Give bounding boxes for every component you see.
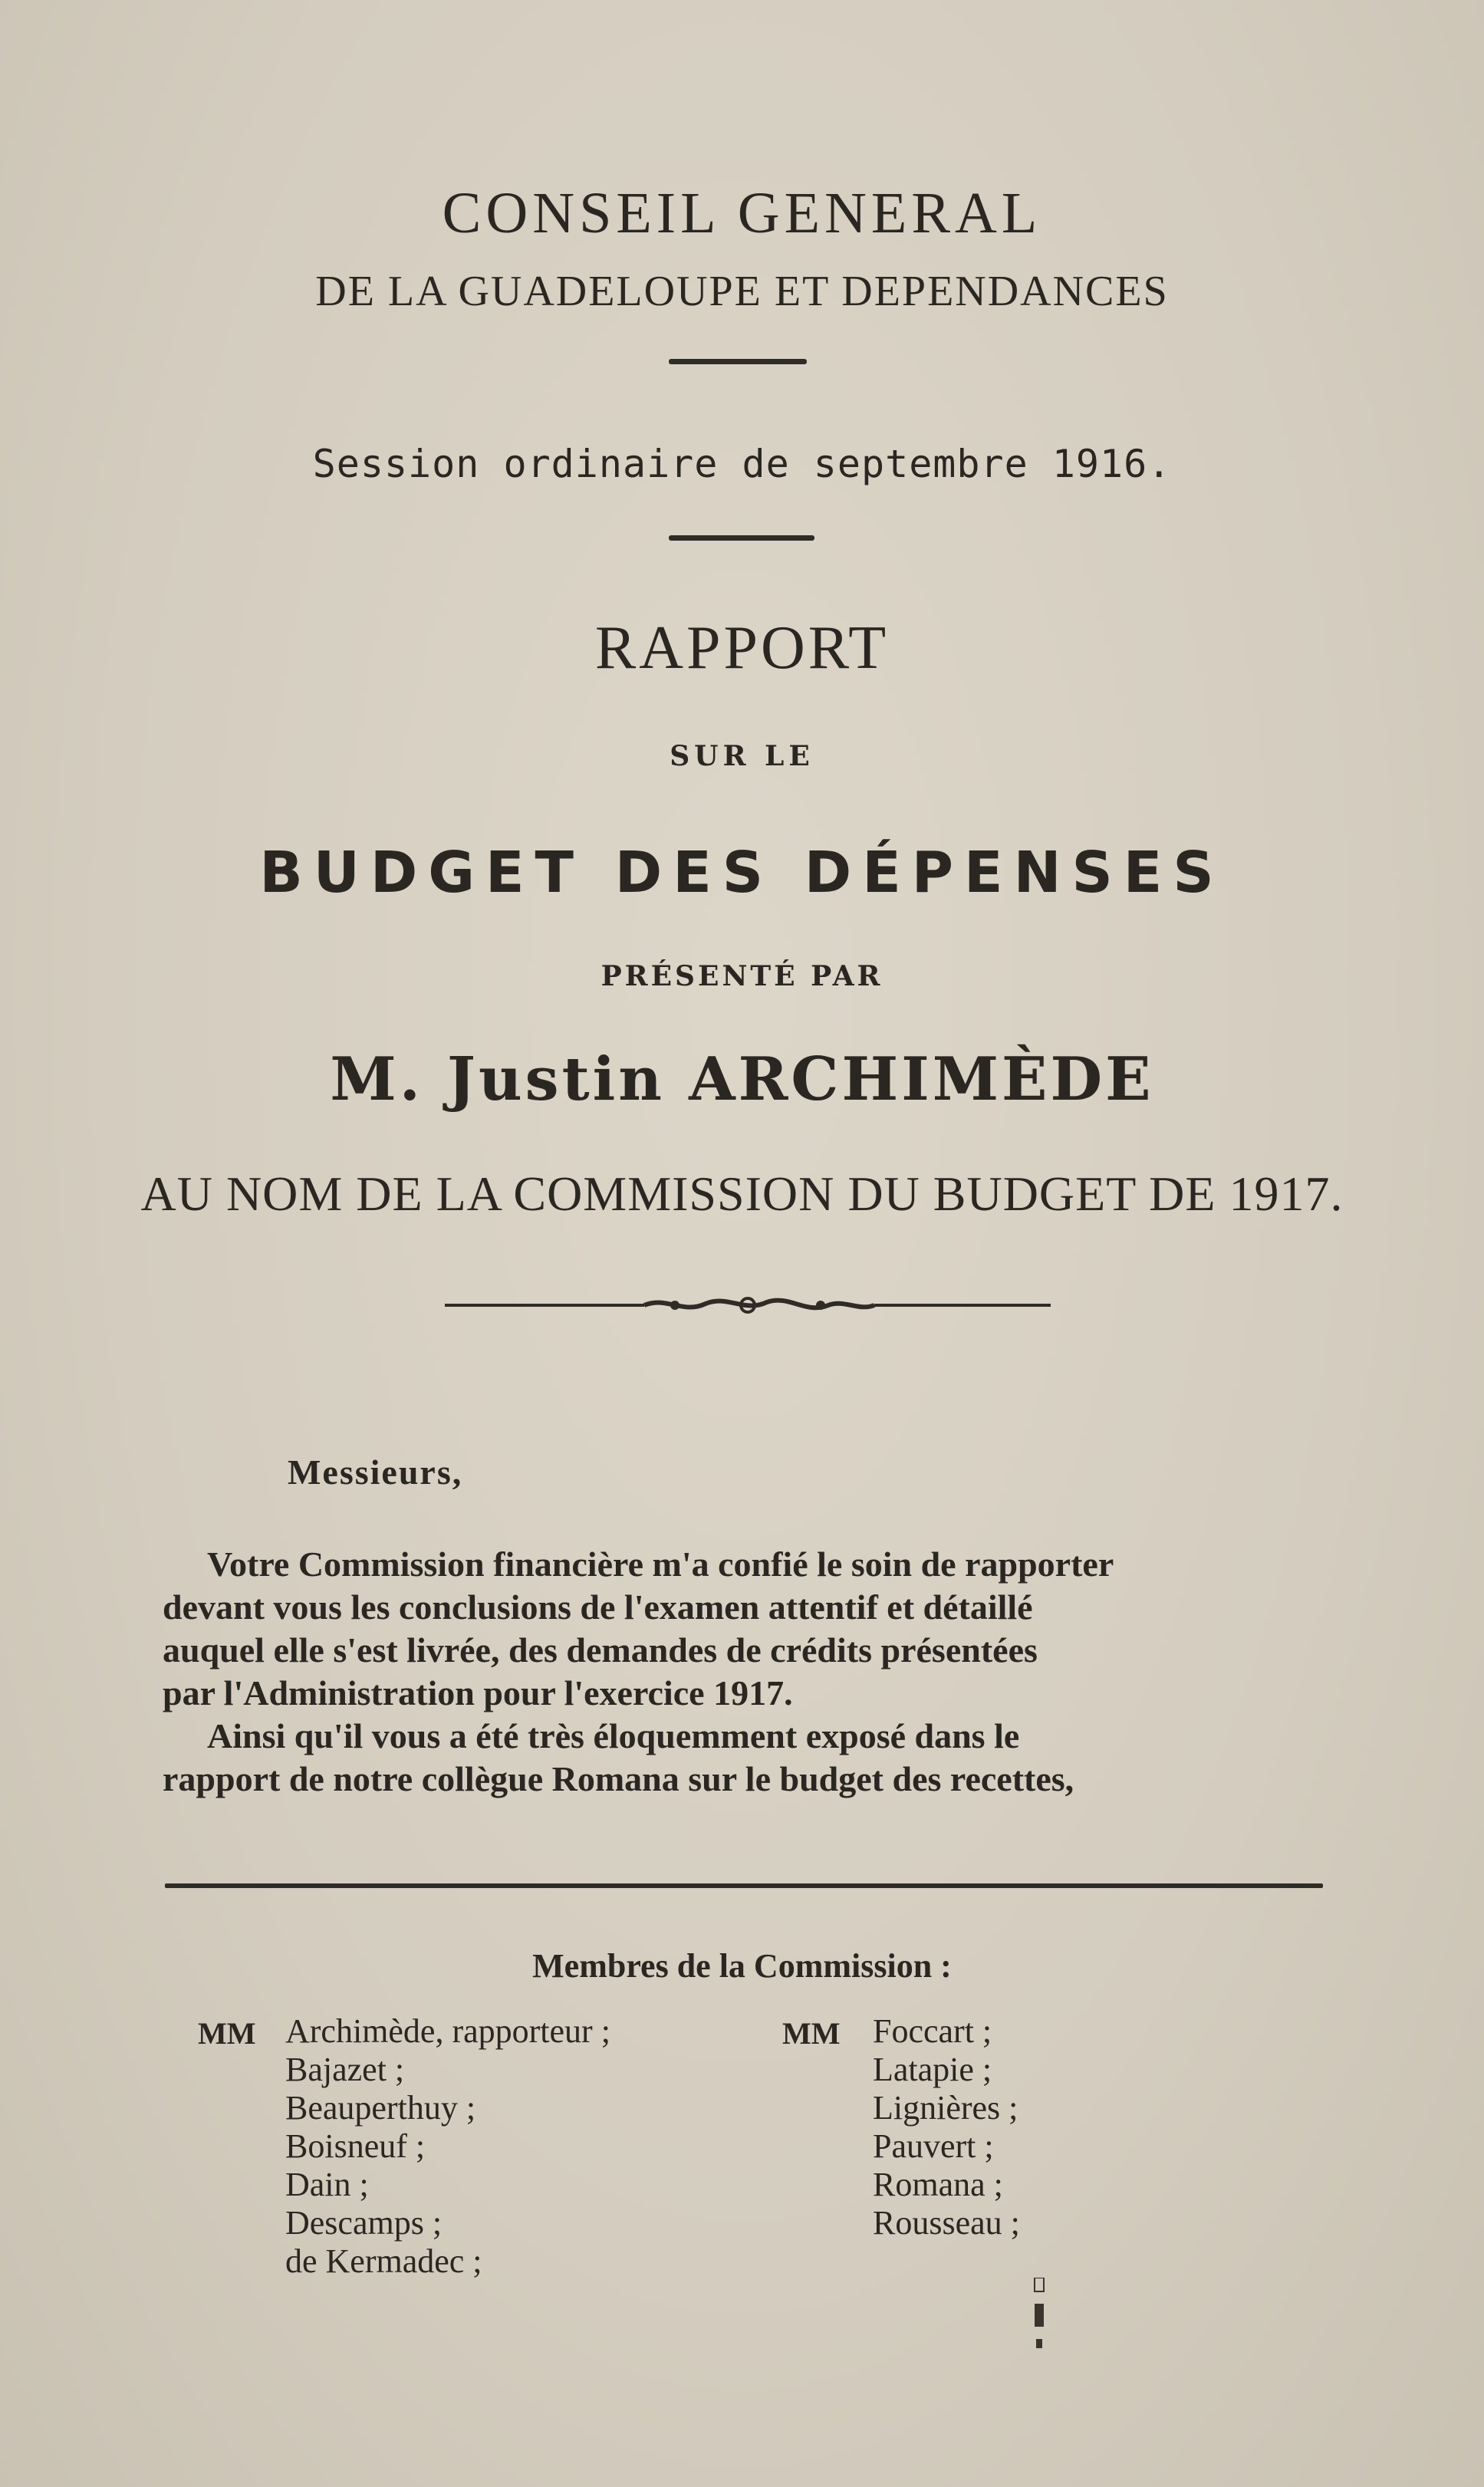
member-name: Boisneuf ;	[285, 2127, 426, 2165]
member-name: Romana ;	[873, 2166, 1003, 2203]
member-name: Dain ;	[285, 2166, 369, 2203]
body-line: devant vous les conclusions de l'examen attentif et détaillé	[163, 1587, 1033, 1627]
body-line: auquel elle s'est livrée, des demandes de crédits présentées	[163, 1630, 1038, 1670]
report-heading: RAPPORT	[594, 614, 890, 682]
mm-prefix-left: MM	[198, 2016, 256, 2051]
member-name: Archimède, rapporteur ;	[285, 2012, 610, 2050]
divider-1	[669, 359, 807, 364]
member-name: Foccart ;	[873, 2012, 992, 2050]
conseil-general-title: CONSEIL GENERAL	[442, 181, 1042, 245]
mm-prefix-right: MM	[782, 2016, 841, 2051]
guadeloupe-subtitle: DE LA GUADELOUPE ET DEPENDANCES	[315, 268, 1169, 315]
footer-rule	[165, 1883, 1323, 1888]
divider-2	[669, 535, 814, 541]
member-name: Pauvert ;	[873, 2127, 994, 2165]
member-name: de Kermadec ;	[285, 2242, 482, 2280]
body-line: rapport de notre collègue Romana sur le budget des recettes,	[163, 1759, 1074, 1798]
author-name: M. Justin ARCHIMÈDE	[330, 1044, 1154, 1114]
salutation: Messieurs,	[288, 1452, 463, 1492]
body-line: Votre Commission financière m'a confié le soin de rapporter	[207, 1545, 1114, 1584]
member-name: Lignières ;	[873, 2089, 1018, 2127]
commission-line: AU NOM DE LA COMMISSION DU BUDGET DE 1917.	[140, 1166, 1344, 1221]
presented-by-label: PRÉSENTÉ PAR	[601, 960, 883, 992]
ornament-divider	[445, 1296, 1051, 1314]
body-line: Ainsi qu'il vous a été très éloquemment exposé dans le	[207, 1716, 1020, 1755]
sur-le-label: SUR LE	[670, 740, 814, 772]
body-line: par l'Administration pour l'exercice 1917.	[163, 1673, 793, 1712]
members-left-column	[285, 2012, 610, 2281]
library-stamp-mark	[1032, 2278, 1047, 2354]
body-paragraph	[163, 1543, 1328, 1801]
member-name: Rousseau ;	[873, 2204, 1020, 2242]
member-name: Bajazet ;	[285, 2051, 405, 2088]
member-name: Latapie ;	[873, 2051, 992, 2088]
session-line: Session ordinaire de septembre 1916.	[312, 442, 1172, 486]
member-name: Descamps ;	[285, 2204, 443, 2242]
budget-title: BUDGET DES DÉPENSES	[259, 840, 1225, 906]
members-right-column	[873, 2012, 1020, 2242]
commission-heading: Membres de la Commission :	[532, 1947, 952, 1985]
member-name: Beauperthuy ;	[285, 2089, 476, 2127]
